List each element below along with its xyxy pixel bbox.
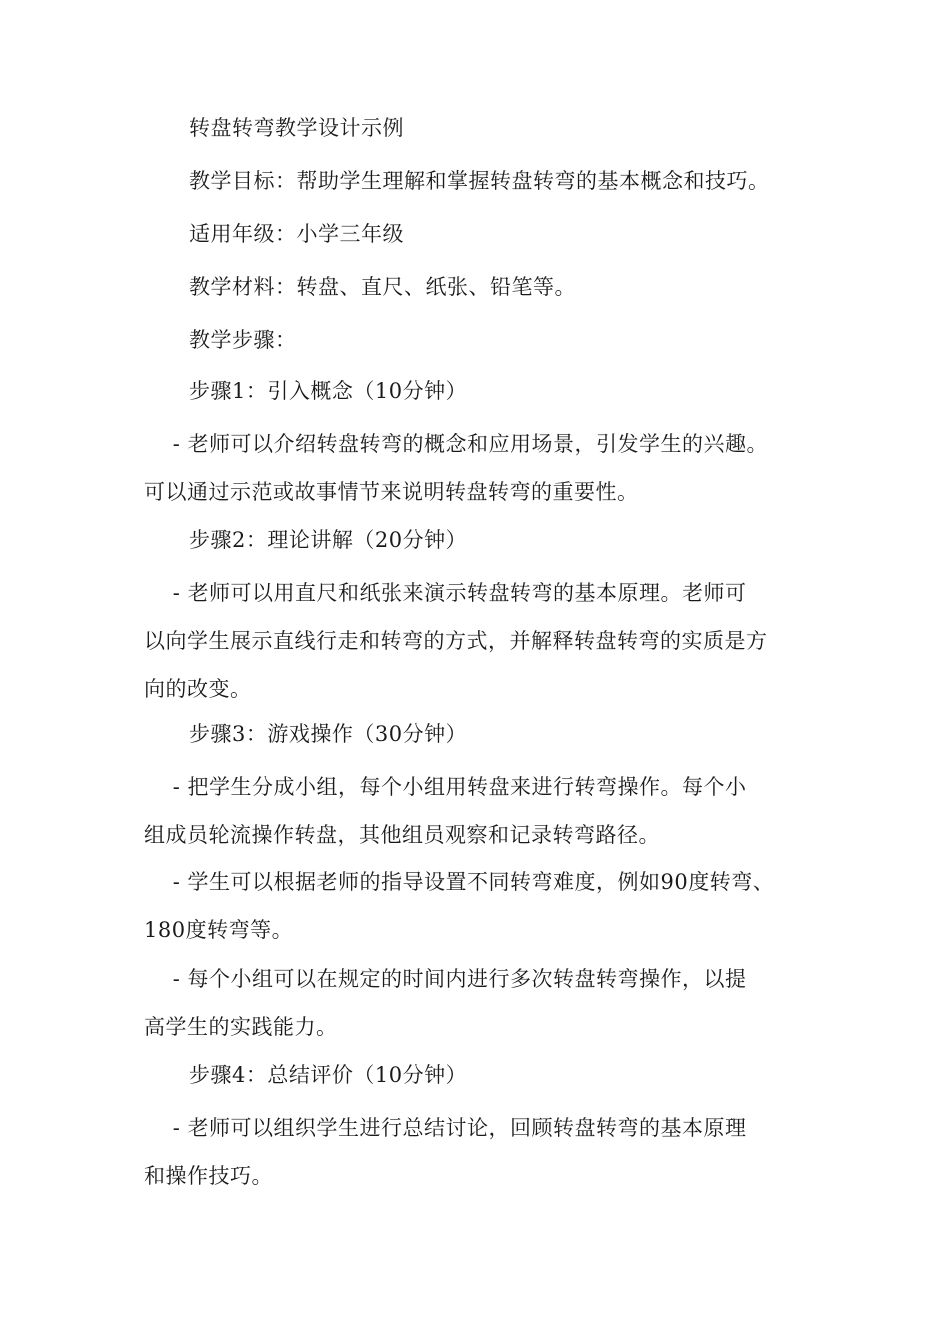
step1-item-1: - 老师可以介绍转盘转弯的概念和应用场景，引发学生的兴趣。 可以通过示范或故事情节来说明转盘转弯的重要性。 — [144, 432, 768, 504]
step3-item-3: - 每个小组可以在规定的时间内进行多次转盘转弯操作，以提 高学生的实践能力。 — [144, 967, 747, 1039]
materials-line: 教学材料：转盘、直尺、纸张、铅笔等。 — [189, 275, 576, 299]
step3-item-1: - 把学生分成小组，每个小组用转盘来进行转弯操作。每个小 组成员轮流操作转盘，其他组员观察和记录转弯路径。 — [144, 775, 747, 847]
steps-heading: 教学步骤： — [189, 328, 297, 352]
step1-heading: 步骤1：引入概念（10分钟） — [189, 379, 468, 403]
step4-heading: 步骤4：总结评价（10分钟） — [189, 1063, 468, 1087]
document-title: 转盘转弯教学设计示例 — [189, 116, 404, 140]
step3-item-2: - 学生可以根据老师的指导设置不同转弯难度，例如90度转弯、 180度转弯等。 — [144, 870, 775, 942]
step2-item-1: - 老师可以用直尺和纸张来演示转盘转弯的基本原理。老师可 以向学生展示直线行走和转弯的方式，并解释转盘转弯的实质是方 向的改变。 — [144, 581, 768, 701]
step3-heading: 步骤3：游戏操作（30分钟） — [189, 722, 468, 746]
objective-line: 教学目标：帮助学生理解和掌握转盘转弯的基本概念和技巧。 — [189, 169, 770, 193]
step2-heading: 步骤2：理论讲解（20分钟） — [189, 528, 468, 552]
step4-item-1: - 老师可以组织学生进行总结讨论，回顾转盘转弯的基本原理 和操作技巧。 — [144, 1116, 747, 1188]
grade-line: 适用年级：小学三年级 — [189, 222, 404, 246]
